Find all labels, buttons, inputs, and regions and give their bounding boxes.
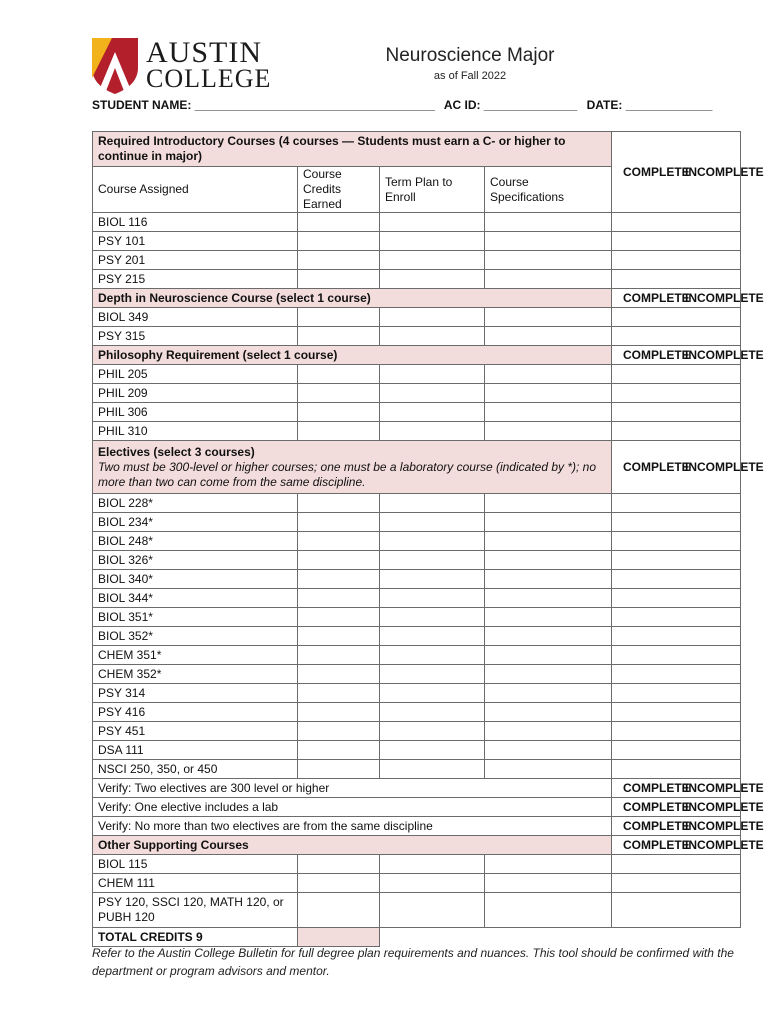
section-header-row [93,836,741,855]
complete-option[interactable]: COMPLETE [623,818,690,833]
specs-cell[interactable] [485,722,612,741]
term-cell[interactable] [380,665,485,684]
term-cell[interactable] [380,513,485,532]
ac-id-field[interactable]: AC ID: ______________ [443,98,578,112]
complete-option[interactable]: COMPLETE [623,290,690,305]
course-cell: PHIL 209 [93,384,298,403]
credits-cell[interactable] [298,403,380,422]
specs-cell[interactable] [485,646,612,665]
status-blank [612,646,741,665]
status-blank [612,232,741,251]
status-cell [612,441,764,494]
credits-cell[interactable] [298,703,380,722]
specs-cell[interactable] [485,551,612,570]
course-cell: DSA 111 [93,741,298,760]
credits-cell[interactable] [298,627,380,646]
incomplete-option[interactable]: INCOMPLETE [685,290,764,305]
footer-note: Refer to the Austin College Bulletin for full degree plan requirements and nuances. This tool should be confirmed with the department or program advisors and mentor. [92,946,734,978]
term-cell[interactable] [380,403,485,422]
credits-cell[interactable] [298,251,380,270]
complete-option[interactable]: COMPLETE [623,780,690,795]
status-blank [612,422,741,441]
section-header-row [93,441,741,494]
credits-cell[interactable] [298,722,380,741]
specs-cell[interactable] [485,232,612,251]
table-row [93,365,741,384]
specs-cell[interactable] [485,570,612,589]
complete-option[interactable]: COMPLETE [623,347,690,362]
credits-cell[interactable] [298,327,380,346]
course-cell: PSY 215 [93,270,298,289]
term-cell[interactable] [380,703,485,722]
course-cell: BIOL 352* [93,627,298,646]
status-blank [612,855,741,874]
section-header-row [93,346,741,365]
credits-cell[interactable] [298,308,380,327]
course-cell: PSY 314 [93,684,298,703]
verify-text: Verify: Two electives are 300 level or higher [93,779,612,798]
credits-cell[interactable] [298,365,380,384]
table-row [93,270,741,289]
col-credits: Course Credits Earned [298,167,380,213]
course-cell: BIOL 116 [93,213,298,232]
status-blank [612,308,741,327]
specs-cell[interactable] [485,213,612,232]
section-title-philosophy: Philosophy Requirement (select 1 course) [93,346,612,365]
austin-college-logo [92,38,272,94]
specs-cell[interactable] [485,627,612,646]
specs-cell[interactable] [485,403,612,422]
credits-cell[interactable] [298,684,380,703]
term-cell[interactable] [380,741,485,760]
course-cell: PSY 120, SSCI 120, MATH 120, or PUBH 120 [93,893,298,928]
course-cell: PSY 315 [93,327,298,346]
status-cell [612,132,764,213]
status-blank [612,589,741,608]
table-row [93,251,741,270]
complete-option[interactable]: COMPLETE [623,799,690,814]
term-cell[interactable] [380,608,485,627]
specs-cell[interactable] [485,760,612,779]
verify-row [93,779,741,798]
status-blank [612,213,741,232]
table-row [93,308,741,327]
table-row [93,703,741,722]
status-blank [612,627,741,646]
term-cell[interactable] [380,551,485,570]
complete-option[interactable]: COMPLETE [623,459,690,474]
incomplete-option[interactable]: INCOMPLETE [685,837,764,852]
status-blank [612,874,741,893]
specs-cell[interactable] [485,251,612,270]
status-blank [612,608,741,627]
credits-cell[interactable] [298,551,380,570]
col-term: Term Plan to Enroll [380,167,485,213]
course-cell: PHIL 205 [93,365,298,384]
credits-cell[interactable] [298,494,380,513]
specs-cell[interactable] [485,589,612,608]
status-blank [612,551,741,570]
term-cell[interactable] [380,893,485,928]
specs-cell[interactable] [485,893,612,928]
credits-cell[interactable] [298,608,380,627]
status-blank [612,760,741,779]
table-row [93,494,741,513]
term-cell[interactable] [380,760,485,779]
course-cell: PSY 201 [93,251,298,270]
table-row [93,213,741,232]
credits-cell[interactable] [298,893,380,928]
specs-cell[interactable] [485,703,612,722]
table-row [93,551,741,570]
term-cell[interactable] [380,384,485,403]
course-cell: PHIL 306 [93,403,298,422]
table-row [93,513,741,532]
status-cell [612,289,764,308]
course-cell: BIOL 248* [93,532,298,551]
specs-cell[interactable] [485,608,612,627]
credits-cell[interactable] [298,384,380,403]
status-blank [612,365,741,384]
date-field[interactable]: DATE: _____________ [586,98,713,112]
table-row [93,403,741,422]
term-cell[interactable] [380,422,485,441]
student-name-field[interactable]: STUDENT NAME: ____________________________________ [92,98,435,112]
status-cell [612,798,764,817]
term-cell[interactable] [380,570,485,589]
incomplete-option[interactable]: INCOMPLETE [685,459,764,474]
specs-cell[interactable] [485,422,612,441]
table-row [93,874,741,893]
course-cell: BIOL 234* [93,513,298,532]
table-row [93,741,741,760]
section-title-other: Other Supporting Courses [93,836,612,855]
credits-cell[interactable] [298,270,380,289]
incomplete-option[interactable]: INCOMPLETE [685,347,764,362]
credits-cell[interactable] [298,232,380,251]
specs-cell[interactable] [485,855,612,874]
electives-title: Electives (select 3 courses) [98,444,255,459]
table-row [93,893,741,928]
course-cell: BIOL 351* [93,608,298,627]
section-title-depth: Depth in Neuroscience Course (select 1 course) [93,289,612,308]
course-cell: BIOL 115 [93,855,298,874]
status-cell [612,836,764,855]
specs-cell[interactable] [485,874,612,893]
status-blank [612,741,741,760]
table-row [93,646,741,665]
status-blank [612,270,741,289]
status-cell [612,779,764,798]
term-cell[interactable] [380,684,485,703]
status-blank [612,532,741,551]
status-blank [612,327,741,346]
course-cell: CHEM 111 [93,874,298,893]
table-row [93,722,741,741]
credits-cell[interactable] [298,760,380,779]
course-cell: CHEM 352* [93,665,298,684]
status-blank [612,570,741,589]
incomplete-option[interactable]: INCOMPLETE [685,780,764,795]
course-cell: BIOL 344* [93,589,298,608]
col-course-assigned: Course Assigned [93,167,298,213]
credits-cell[interactable] [298,646,380,665]
table-row [93,608,741,627]
course-cell: PHIL 310 [93,422,298,441]
term-cell[interactable] [380,855,485,874]
complete-option[interactable]: COMPLETE [623,837,690,852]
term-cell[interactable] [380,646,485,665]
table-row [93,570,741,589]
term-cell[interactable] [380,874,485,893]
term-cell[interactable] [380,532,485,551]
status-blank [612,684,741,703]
term-cell[interactable] [380,589,485,608]
term-cell[interactable] [380,722,485,741]
term-cell[interactable] [380,627,485,646]
specs-cell[interactable] [485,741,612,760]
specs-cell[interactable] [485,513,612,532]
section-title-electives [93,441,612,494]
course-cell: PSY 101 [93,232,298,251]
specs-cell[interactable] [485,665,612,684]
page-subtitle: as of Fall 2022 [433,70,507,82]
verify-text: Verify: No more than two electives are from the same discipline [93,817,612,836]
term-cell[interactable] [380,251,485,270]
course-checklist-table [92,131,764,947]
table-row [93,665,741,684]
table-row [93,327,741,346]
incomplete-option[interactable]: INCOMPLETE [685,818,764,833]
section-title-intro: Required Introductory Courses (4 courses — Students must earn a C- or higher to continue in major) [93,132,612,167]
course-cell: BIOL 349 [93,308,298,327]
status-blank [612,403,741,422]
total-credits-label: TOTAL CREDITS 9 [93,928,298,947]
specs-cell[interactable] [485,532,612,551]
specs-cell[interactable] [485,308,612,327]
table-row [93,760,741,779]
term-cell[interactable] [380,308,485,327]
term-cell[interactable] [380,213,485,232]
specs-cell[interactable] [485,365,612,384]
table-row [93,684,741,703]
verify-text: Verify: One elective includes a lab [93,798,612,817]
specs-cell[interactable] [485,494,612,513]
status-blank [612,251,741,270]
term-cell[interactable] [380,365,485,384]
course-cell: NSCI 250, 350, or 450 [93,760,298,779]
status-blank [612,494,741,513]
term-cell[interactable] [380,232,485,251]
status-blank [612,384,741,403]
term-cell[interactable] [380,270,485,289]
logo-wordmark-austin: AUSTIN [146,36,262,69]
student-info-line [92,98,732,112]
course-cell: CHEM 351* [93,646,298,665]
status-blank [612,722,741,741]
credits-cell[interactable] [298,213,380,232]
table-row [93,384,741,403]
status-blank [612,893,741,928]
status-blank [612,665,741,684]
status-cell [612,817,764,836]
specs-cell[interactable] [485,270,612,289]
specs-cell[interactable] [485,327,612,346]
credits-cell[interactable] [298,855,380,874]
table-row [93,627,741,646]
section-header-row [93,132,741,167]
table-row [93,422,741,441]
table-row [93,855,741,874]
credits-cell[interactable] [298,589,380,608]
verify-row [93,817,741,836]
verify-row [93,798,741,817]
term-cell[interactable] [380,327,485,346]
course-cell: BIOL 340* [93,570,298,589]
credits-cell[interactable] [298,741,380,760]
page-title: Neuroscience Major [385,45,555,66]
term-cell[interactable] [380,494,485,513]
course-cell: PSY 416 [93,703,298,722]
credits-cell[interactable] [298,422,380,441]
logo-wordmark-college: COLLEGE [146,64,272,93]
specs-cell[interactable] [485,684,612,703]
incomplete-option[interactable]: INCOMPLETE [685,799,764,814]
credits-cell[interactable] [298,532,380,551]
course-cell: PSY 451 [93,722,298,741]
credits-cell[interactable] [298,513,380,532]
electives-note: Two must be 300-level or higher courses; one must be a laboratory course (indicated by *); no more than two can come from the same discipline. [98,459,597,489]
course-cell: BIOL 326* [93,551,298,570]
status-blank [612,703,741,722]
credits-cell[interactable] [298,570,380,589]
complete-option[interactable]: COMPLETE [623,164,690,179]
austin-college-shield-icon [92,38,138,94]
table-row [93,589,741,608]
status-blank [612,513,741,532]
credits-cell[interactable] [298,874,380,893]
section-header-row [93,289,741,308]
status-cell [612,346,764,365]
course-cell: BIOL 228* [93,494,298,513]
table-row [93,232,741,251]
col-specs: Course Specifications [485,167,612,213]
incomplete-option[interactable]: INCOMPLETE [685,164,764,179]
specs-cell[interactable] [485,384,612,403]
table-row [93,532,741,551]
credits-cell[interactable] [298,665,380,684]
